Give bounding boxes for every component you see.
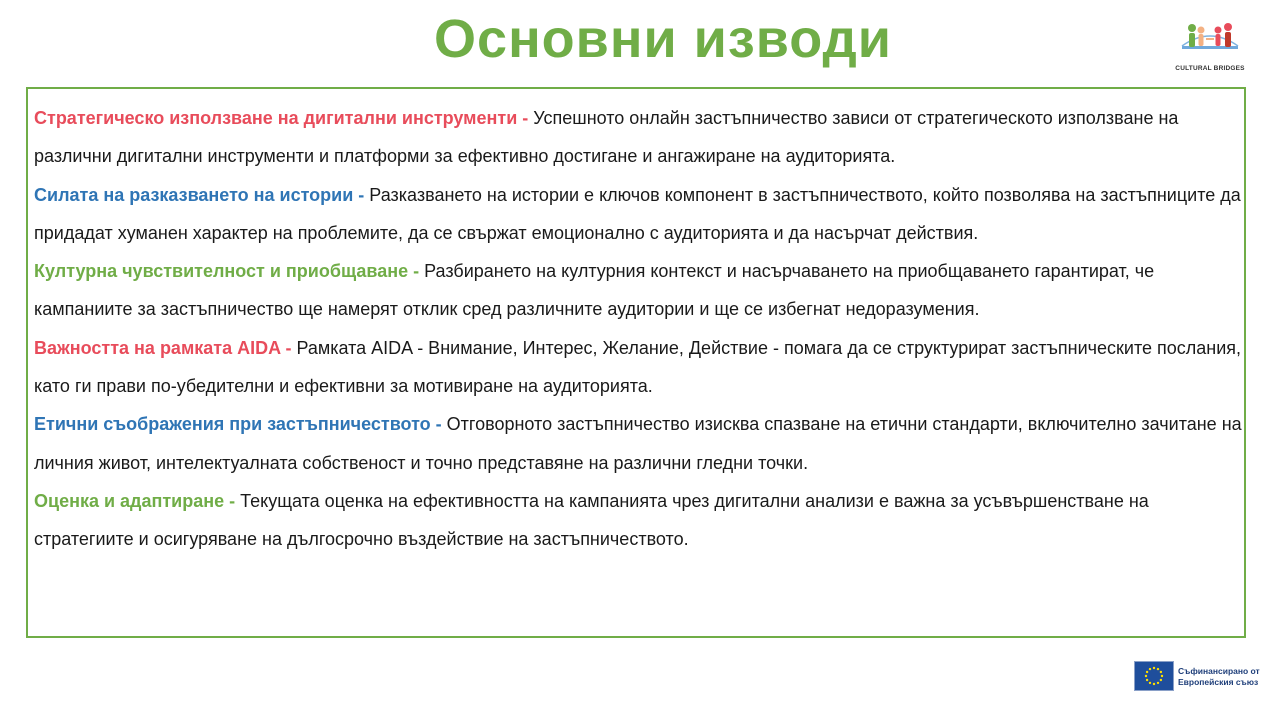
takeaway-body: Рамката AIDA - Внимание, Интерес, Желание, Действие - помага да се структурират застъпническите послания, като ги прави по-убедителни и ефективни за мотивиране на аудиторията. bbox=[34, 337, 1242, 397]
logo-text: CULTURAL BRIDGES bbox=[1175, 65, 1245, 72]
takeaway-body: Текущата оценка на ефективността на кампанията чрез дигитални анализи е важна за усъвършенстване на стратегиите и осигуряване на дългосрочно въздействие на застъпничеството. bbox=[34, 490, 1149, 550]
takeaway-item bbox=[34, 99, 1244, 176]
takeaway-item bbox=[34, 329, 1244, 406]
takeaway-body: Разбирането на културния контекст и насърчаването на приобщаването гарантират, че кампаниите за застъпничество ще намерят отклик сред различните аудитории и ще се избегнат недоразумения. bbox=[34, 261, 1155, 320]
cultural-bridges-logo bbox=[1168, 16, 1252, 76]
eu-text-line1: Съфинансирано от bbox=[1178, 666, 1260, 676]
takeaway-heading: Стратегическо използване на дигитални инструменти - bbox=[34, 108, 529, 128]
takeaway-body: Отговорното застъпничество изисква спазване на етични стандарти, включително зачитане на личния живот, интелектуалната собственост и точно представяне на различни гледни точки. bbox=[34, 414, 1242, 473]
eu-cofunded-badge bbox=[1134, 661, 1264, 693]
takeaway-item bbox=[34, 405, 1244, 482]
takeaway-heading: Силата на разказването на истории - bbox=[34, 184, 365, 205]
takeaway-body: Разказването на истории е ключов компонент в застъпничеството, който позволява на застъпниците да придадат хуманен характер на проблемите, да се свържат емоционално с аудиторията и да насърчат действия. bbox=[34, 184, 1241, 243]
eu-flag-icon bbox=[1134, 661, 1174, 691]
takeaway-item bbox=[34, 482, 1244, 559]
takeaway-item bbox=[34, 252, 1244, 329]
people-bridge-logo-icon bbox=[1168, 16, 1252, 64]
eu-text-line2: Европейския съюз bbox=[1178, 677, 1259, 687]
takeaway-heading: Културна чувствителност и приобщаване - bbox=[34, 261, 420, 282]
takeaway-heading: Етични съображения при застъпничеството - bbox=[34, 414, 442, 435]
takeaway-item bbox=[34, 176, 1244, 253]
takeaway-heading: Оценка и адаптиране - bbox=[34, 490, 236, 511]
takeaway-body: Успешното онлайн застъпничество зависи от стратегическото използване на различни дигитални инструменти и платформи за ефективно достигане и ангажиране на аудиторията. bbox=[34, 108, 1179, 167]
key-takeaways-box bbox=[26, 87, 1246, 638]
page-title: Основни изводи bbox=[434, 9, 892, 69]
eu-text bbox=[1178, 666, 1260, 688]
takeaway-heading: Важността на рамката AIDA - bbox=[34, 337, 292, 358]
